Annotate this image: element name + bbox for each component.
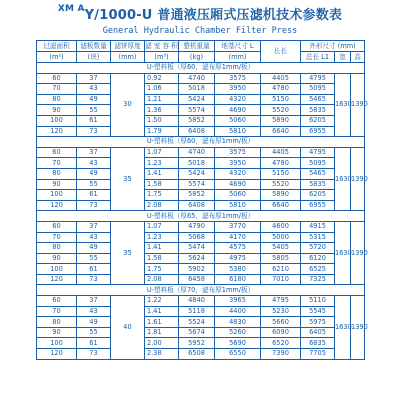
total-length-cell: 5975 xyxy=(301,317,335,328)
volume-cell: 1.22 xyxy=(145,296,179,307)
volume-cell: 1.79 xyxy=(145,126,179,137)
plates-cell: 37 xyxy=(77,221,111,232)
header-plates-unit: (块) xyxy=(77,52,111,63)
footprint-cell: 4170 xyxy=(215,232,261,243)
header-height: 高 xyxy=(351,52,365,63)
area-cell: 80 xyxy=(37,94,77,105)
document-subtitle: General Hydraulic Chamber Filter Press xyxy=(102,26,298,36)
title-main: 普通液压厢式压滤机技术参数表 xyxy=(157,8,343,23)
total-length-cell: 7705 xyxy=(301,349,335,360)
table-row xyxy=(37,84,365,95)
header-total-length: 总长 L1 xyxy=(301,52,335,63)
footprint-cell: 4690 xyxy=(215,105,261,116)
header-cake: 滤饼厚度 xyxy=(111,41,145,52)
area-cell: 100 xyxy=(37,338,77,349)
length-cell: 4405 xyxy=(261,147,301,158)
length-cell: 4780 xyxy=(261,84,301,95)
area-cell: 90 xyxy=(37,179,77,190)
volume-cell: 1.58 xyxy=(145,253,179,264)
footprint-cell: 4320 xyxy=(215,94,261,105)
height-cell: 1390 xyxy=(351,296,365,360)
plates-cell: 61 xyxy=(77,190,111,201)
volume-cell: 1.36 xyxy=(145,105,179,116)
volume-cell: 1.41 xyxy=(145,168,179,179)
footprint-cell: 6180 xyxy=(215,274,261,285)
total-length-cell: 5095 xyxy=(301,84,335,95)
header-length: 长长 xyxy=(261,41,301,63)
plates-cell: 61 xyxy=(77,115,111,126)
weight-cell: 5068 xyxy=(179,232,215,243)
plates-cell: 49 xyxy=(77,317,111,328)
footprint-cell: 5260 xyxy=(215,327,261,338)
table-row xyxy=(37,274,365,285)
area-cell: 60 xyxy=(37,296,77,307)
total-length-cell: 5465 xyxy=(301,94,335,105)
weight-cell: 5474 xyxy=(179,243,215,254)
height-cell: 1390 xyxy=(351,73,365,137)
table-row xyxy=(37,317,365,328)
header-dims: 外形尺寸 (mm) xyxy=(301,41,365,52)
footprint-cell: 5810 xyxy=(215,200,261,211)
weight-cell: 5118 xyxy=(179,306,215,317)
header-plates: 滤板数量 xyxy=(77,41,111,52)
plates-cell: 73 xyxy=(77,200,111,211)
area-cell: 70 xyxy=(37,158,77,169)
total-length-cell: 6525 xyxy=(301,264,335,275)
section-header-row xyxy=(37,285,365,296)
plates-cell: 43 xyxy=(77,232,111,243)
header-area: 过滤面积 xyxy=(37,41,77,52)
volume-cell: 1.58 xyxy=(145,179,179,190)
total-length-cell: 6205 xyxy=(301,115,335,126)
volume-cell: 1.75 xyxy=(145,264,179,275)
footprint-cell: 4320 xyxy=(215,168,261,179)
total-length-cell: 4915 xyxy=(301,221,335,232)
header-volume-unit: (m³) xyxy=(145,52,179,63)
total-length-cell: 5095 xyxy=(301,158,335,169)
footprint-cell: 6550 xyxy=(215,349,261,360)
header-footprint-unit: (mm) xyxy=(215,52,261,63)
area-cell: 100 xyxy=(37,264,77,275)
table-row xyxy=(37,243,365,254)
footprint-cell: 3950 xyxy=(215,84,261,95)
area-cell: 100 xyxy=(37,190,77,201)
table-row xyxy=(37,221,365,232)
width-cell: 1630 xyxy=(335,221,351,285)
area-cell: 120 xyxy=(37,126,77,137)
footprint-cell: 5060 xyxy=(215,190,261,201)
length-cell: 6520 xyxy=(261,338,301,349)
table-row xyxy=(37,190,365,201)
length-cell: 5660 xyxy=(261,317,301,328)
table-row xyxy=(37,296,365,307)
table-row xyxy=(37,264,365,275)
length-cell: 5230 xyxy=(261,306,301,317)
total-length-cell: 5835 xyxy=(301,105,335,116)
weight-cell: 5574 xyxy=(179,105,215,116)
section-title: U-塑料板（厚60，滤布厚1mm/板） xyxy=(37,137,365,148)
length-cell: 6210 xyxy=(261,264,301,275)
weight-cell: 5902 xyxy=(179,264,215,275)
length-cell: 4600 xyxy=(261,221,301,232)
document-title xyxy=(0,4,400,23)
footprint-cell: 3575 xyxy=(215,73,261,84)
cake-thickness-cell: 40 xyxy=(111,296,145,360)
section-title: U-塑料板（厚60，滤布厚1mm/板） xyxy=(37,63,365,74)
table-row xyxy=(37,232,365,243)
area-cell: 120 xyxy=(37,200,77,211)
footprint-cell: 4400 xyxy=(215,306,261,317)
plates-cell: 43 xyxy=(77,84,111,95)
table-row xyxy=(37,73,365,84)
table-row xyxy=(37,253,365,264)
title-stamp: M A xyxy=(65,4,85,14)
width-cell: 1630 xyxy=(335,73,351,137)
weight-cell: 5018 xyxy=(179,158,215,169)
volume-cell: 1.81 xyxy=(145,327,179,338)
footprint-cell: 5060 xyxy=(215,115,261,126)
footprint-cell: 4975 xyxy=(215,253,261,264)
total-length-cell: 6955 xyxy=(301,126,335,137)
plates-cell: 73 xyxy=(77,274,111,285)
length-cell: 5890 xyxy=(261,115,301,126)
length-cell: 6640 xyxy=(261,126,301,137)
weight-cell: 5574 xyxy=(179,179,215,190)
cake-thickness-cell: 35 xyxy=(111,147,145,211)
plates-cell: 49 xyxy=(77,94,111,105)
footprint-cell: 4830 xyxy=(215,317,261,328)
footprint-cell: 3770 xyxy=(215,221,261,232)
table-row xyxy=(37,349,365,360)
area-cell: 60 xyxy=(37,221,77,232)
weight-cell: 5018 xyxy=(179,84,215,95)
length-cell: 5805 xyxy=(261,253,301,264)
volume-cell: 1.21 xyxy=(145,94,179,105)
total-length-cell: 5315 xyxy=(301,232,335,243)
volume-cell: 1.75 xyxy=(145,190,179,201)
footprint-cell: 5380 xyxy=(215,264,261,275)
section-header-row xyxy=(37,63,365,74)
header-area-unit: (m²) xyxy=(37,52,77,63)
weight-cell: 4740 xyxy=(179,73,215,84)
header-weight: 整机重量 xyxy=(179,41,215,52)
footprint-cell: 3575 xyxy=(215,147,261,158)
total-length-cell: 5110 xyxy=(301,296,335,307)
area-cell: 100 xyxy=(37,115,77,126)
weight-cell: 6408 xyxy=(179,200,215,211)
area-cell: 60 xyxy=(37,147,77,158)
section-header-row xyxy=(37,137,365,148)
table-row xyxy=(37,306,365,317)
weight-cell: 5952 xyxy=(179,338,215,349)
table-row xyxy=(37,158,365,169)
weight-cell: 4790 xyxy=(179,221,215,232)
width-cell: 1630 xyxy=(335,147,351,211)
volume-cell: 2.08 xyxy=(145,274,179,285)
table-row xyxy=(37,147,365,158)
total-length-cell: 5835 xyxy=(301,179,335,190)
area-cell: 90 xyxy=(37,253,77,264)
table-row xyxy=(37,179,365,190)
total-length-cell: 4795 xyxy=(301,147,335,158)
title-model: Y/1000-U xyxy=(84,8,153,23)
length-cell: 5890 xyxy=(261,190,301,201)
volume-cell: 1.07 xyxy=(145,147,179,158)
weight-cell: 4840 xyxy=(179,296,215,307)
weight-cell: 6508 xyxy=(179,349,215,360)
area-cell: 80 xyxy=(37,243,77,254)
length-cell: 6640 xyxy=(261,200,301,211)
section-title: U-塑料板（厚70，滤布厚1mm/板） xyxy=(37,285,365,296)
total-length-cell: 5545 xyxy=(301,306,335,317)
length-cell: 7390 xyxy=(261,349,301,360)
height-cell: 1390 xyxy=(351,147,365,211)
section-title: U-塑料板（厚65，滤布厚1mm/板） xyxy=(37,211,365,222)
volume-cell: 1.06 xyxy=(145,84,179,95)
table-row xyxy=(37,126,365,137)
spec-table xyxy=(36,40,368,360)
length-cell: 5150 xyxy=(261,94,301,105)
total-length-cell: 6405 xyxy=(301,327,335,338)
table-row xyxy=(37,105,365,116)
footprint-cell: 3965 xyxy=(215,296,261,307)
plates-cell: 61 xyxy=(77,264,111,275)
total-length-cell: 6120 xyxy=(301,253,335,264)
plates-cell: 49 xyxy=(77,243,111,254)
plates-cell: 73 xyxy=(77,349,111,360)
area-cell: 80 xyxy=(37,168,77,179)
volume-cell: 2.38 xyxy=(145,349,179,360)
area-cell: 70 xyxy=(37,306,77,317)
title-prefix: X xyxy=(57,4,66,14)
weight-cell: 5852 xyxy=(179,115,215,126)
length-cell: 5520 xyxy=(261,105,301,116)
total-length-cell: 5465 xyxy=(301,168,335,179)
total-length-cell: 6955 xyxy=(301,200,335,211)
volume-cell: 1.50 xyxy=(145,115,179,126)
length-cell: 6090 xyxy=(261,327,301,338)
footprint-cell: 4575 xyxy=(215,243,261,254)
weight-cell: 6408 xyxy=(179,126,215,137)
table-body xyxy=(37,63,368,360)
weight-cell: 4740 xyxy=(179,147,215,158)
plates-cell: 49 xyxy=(77,168,111,179)
total-length-cell: 5720 xyxy=(301,243,335,254)
table-row xyxy=(37,327,365,338)
weight-cell: 5424 xyxy=(179,168,215,179)
volume-cell: 2.00 xyxy=(145,338,179,349)
table-row xyxy=(37,168,365,179)
weight-cell: 6458 xyxy=(179,274,215,285)
plates-cell: 55 xyxy=(77,105,111,116)
total-length-cell: 6205 xyxy=(301,190,335,201)
cake-thickness-cell: 30 xyxy=(111,73,145,137)
footprint-cell: 5810 xyxy=(215,126,261,137)
area-cell: 60 xyxy=(37,73,77,84)
length-cell: 7010 xyxy=(261,274,301,285)
table-header xyxy=(37,41,365,63)
length-cell: 5520 xyxy=(261,179,301,190)
plates-cell: 55 xyxy=(77,179,111,190)
footprint-cell: 5690 xyxy=(215,338,261,349)
length-cell: 4780 xyxy=(261,158,301,169)
plates-cell: 37 xyxy=(77,147,111,158)
area-cell: 120 xyxy=(37,349,77,360)
footprint-cell: 4690 xyxy=(215,179,261,190)
volume-cell: 1.41 xyxy=(145,243,179,254)
area-cell: 90 xyxy=(37,327,77,338)
plates-cell: 55 xyxy=(77,253,111,264)
plates-cell: 37 xyxy=(77,296,111,307)
length-cell: 4795 xyxy=(261,296,301,307)
area-cell: 120 xyxy=(37,274,77,285)
table-row xyxy=(37,338,365,349)
header-width: 宽 xyxy=(335,52,351,63)
area-cell: 70 xyxy=(37,84,77,95)
header-cake-unit: (mm) xyxy=(111,52,145,63)
volume-cell: 1.41 xyxy=(145,306,179,317)
table-row xyxy=(37,115,365,126)
volume-cell: 1.23 xyxy=(145,158,179,169)
header-footprint: 地基尺寸 L xyxy=(215,41,261,52)
volume-cell: 1.23 xyxy=(145,232,179,243)
weight-cell: 5674 xyxy=(179,327,215,338)
length-cell: 4405 xyxy=(261,73,301,84)
length-cell: 5000 xyxy=(261,232,301,243)
header-weight-unit: (kg) xyxy=(179,52,215,63)
length-cell: 5150 xyxy=(261,168,301,179)
plates-cell: 61 xyxy=(77,338,111,349)
total-length-cell: 7325 xyxy=(301,274,335,285)
plates-cell: 43 xyxy=(77,306,111,317)
plates-cell: 43 xyxy=(77,158,111,169)
area-cell: 80 xyxy=(37,317,77,328)
height-cell: 1390 xyxy=(351,221,365,285)
weight-cell: 5424 xyxy=(179,94,215,105)
footprint-cell: 3950 xyxy=(215,158,261,169)
weight-cell: 5524 xyxy=(179,317,215,328)
volume-cell: 0.92 xyxy=(145,73,179,84)
length-cell: 5405 xyxy=(261,243,301,254)
volume-cell: 1.07 xyxy=(145,221,179,232)
total-length-cell: 4795 xyxy=(301,73,335,84)
area-cell: 90 xyxy=(37,105,77,116)
plates-cell: 73 xyxy=(77,126,111,137)
width-cell: 1630 xyxy=(335,296,351,360)
table-row xyxy=(37,200,365,211)
plates-cell: 55 xyxy=(77,327,111,338)
total-length-cell: 6835 xyxy=(301,338,335,349)
cake-thickness-cell: 35 xyxy=(111,221,145,285)
weight-cell: 5852 xyxy=(179,190,215,201)
table-row xyxy=(37,94,365,105)
weight-cell: 5624 xyxy=(179,253,215,264)
plates-cell: 37 xyxy=(77,73,111,84)
section-header-row xyxy=(37,211,365,222)
volume-cell: 2.08 xyxy=(145,200,179,211)
volume-cell: 1.61 xyxy=(145,317,179,328)
header-volume: 滤 室 容 积 xyxy=(145,41,178,50)
area-cell: 70 xyxy=(37,232,77,243)
